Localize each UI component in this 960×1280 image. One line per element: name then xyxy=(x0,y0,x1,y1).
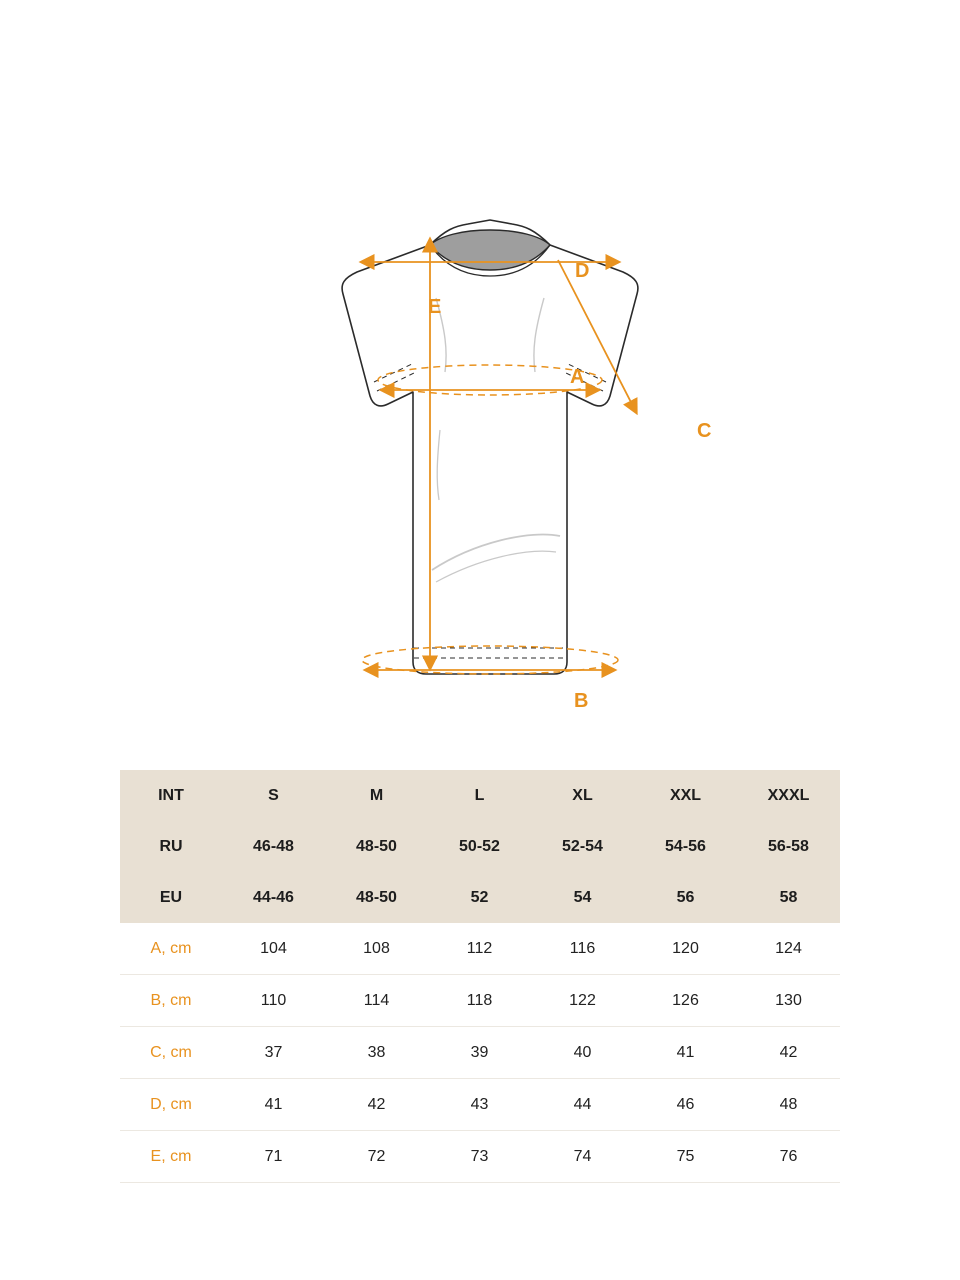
cell-int-xl: XL xyxy=(531,770,634,821)
table-row-eu xyxy=(120,872,840,923)
cell-d-xl: 44 xyxy=(531,1079,634,1131)
table-row-d xyxy=(120,1079,840,1131)
row-label-eu: EU xyxy=(120,872,222,923)
cell-c-l: 39 xyxy=(428,1027,531,1079)
cell-c-s: 37 xyxy=(222,1027,325,1079)
cell-e-xl: 74 xyxy=(531,1131,634,1183)
label-c: C xyxy=(697,420,712,442)
cell-d-xxxl: 48 xyxy=(737,1079,840,1131)
table-row-a xyxy=(120,923,840,975)
label-e: E xyxy=(428,296,442,318)
cell-e-l: 73 xyxy=(428,1131,531,1183)
table-row-ru xyxy=(120,821,840,872)
cell-b-xxl: 126 xyxy=(634,975,737,1027)
cell-a-l: 112 xyxy=(428,923,531,975)
cell-int-l: L xyxy=(428,770,531,821)
cell-b-s: 110 xyxy=(222,975,325,1027)
cell-e-s: 71 xyxy=(222,1131,325,1183)
cell-e-xxxl: 76 xyxy=(737,1131,840,1183)
cell-d-s: 41 xyxy=(222,1079,325,1131)
cell-d-m: 42 xyxy=(325,1079,428,1131)
table-row-e xyxy=(120,1131,840,1183)
row-label-ru: RU xyxy=(120,821,222,872)
cell-ru-xxxl: 56-58 xyxy=(737,821,840,872)
cell-b-l: 118 xyxy=(428,975,531,1027)
cell-eu-m: 48-50 xyxy=(325,872,428,923)
cell-a-xxxl: 124 xyxy=(737,923,840,975)
tshirt-illustration xyxy=(240,200,740,720)
table-row-int xyxy=(120,770,840,821)
size-chart-table xyxy=(120,770,840,1183)
label-d: D xyxy=(575,260,590,282)
cell-d-l: 43 xyxy=(428,1079,531,1131)
shirt-outline xyxy=(342,220,638,674)
row-label-a: A, cm xyxy=(120,923,222,975)
cell-a-xl: 116 xyxy=(531,923,634,975)
cell-a-m: 108 xyxy=(325,923,428,975)
table-row-c xyxy=(120,1027,840,1079)
cell-int-xxl: XXL xyxy=(634,770,737,821)
cell-eu-s: 44-46 xyxy=(222,872,325,923)
cell-a-xxl: 120 xyxy=(634,923,737,975)
cell-c-xl: 40 xyxy=(531,1027,634,1079)
table-row-b xyxy=(120,975,840,1027)
row-label-b: B, cm xyxy=(120,975,222,1027)
row-label-d: D, cm xyxy=(120,1079,222,1131)
cell-eu-xxl: 56 xyxy=(634,872,737,923)
cell-d-xxl: 46 xyxy=(634,1079,737,1131)
label-a: A xyxy=(570,366,585,388)
cell-c-xxxl: 42 xyxy=(737,1027,840,1079)
row-label-c: C, cm xyxy=(120,1027,222,1079)
cell-e-m: 72 xyxy=(325,1131,428,1183)
row-label-int: INT xyxy=(120,770,222,821)
cell-c-xxl: 41 xyxy=(634,1027,737,1079)
cell-b-xxxl: 130 xyxy=(737,975,840,1027)
cell-ru-xxl: 54-56 xyxy=(634,821,737,872)
cell-int-xxxl: XXXL xyxy=(737,770,840,821)
cell-int-s: S xyxy=(222,770,325,821)
cell-eu-l: 52 xyxy=(428,872,531,923)
cell-eu-xl: 54 xyxy=(531,872,634,923)
cell-ru-m: 48-50 xyxy=(325,821,428,872)
cell-eu-xxxl: 58 xyxy=(737,872,840,923)
cell-c-m: 38 xyxy=(325,1027,428,1079)
cell-b-m: 114 xyxy=(325,975,428,1027)
cell-ru-xl: 52-54 xyxy=(531,821,634,872)
label-b: B xyxy=(574,690,589,712)
cell-b-xl: 122 xyxy=(531,975,634,1027)
cell-ru-s: 46-48 xyxy=(222,821,325,872)
cell-a-s: 104 xyxy=(222,923,325,975)
cell-int-m: M xyxy=(325,770,428,821)
row-label-e: E, cm xyxy=(120,1131,222,1183)
cell-e-xxl: 75 xyxy=(634,1131,737,1183)
cell-ru-l: 50-52 xyxy=(428,821,531,872)
